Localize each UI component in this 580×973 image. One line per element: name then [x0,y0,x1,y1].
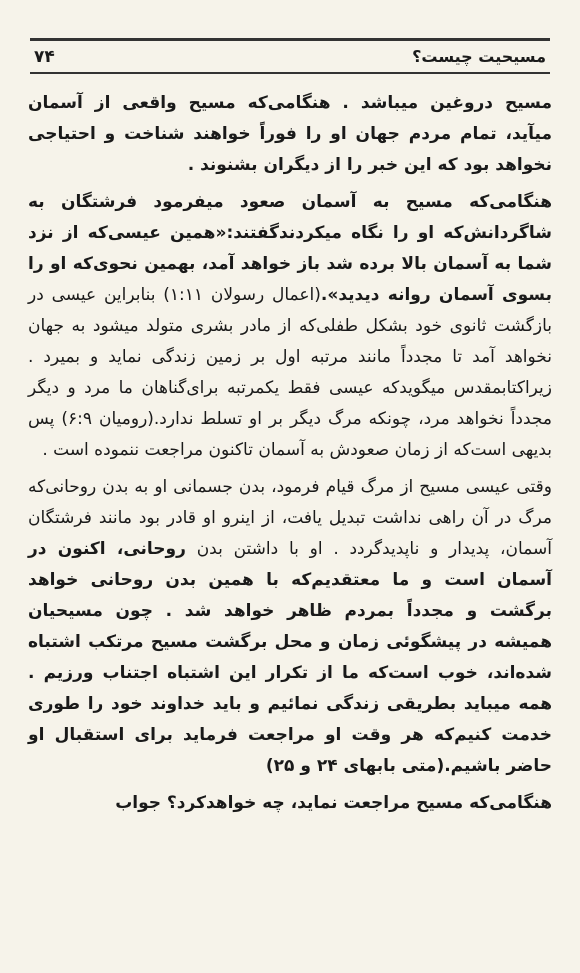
running-title: مسیحیت چیست؟ [412,47,546,66]
paragraph-4: هنگامی‌که مسیح مراجعت نماید، چه خواهدکرد؟ جواب [115,793,552,813]
paragraph-3-tail: روحانی، اکنون در آسمان است و ما معتقدیم‌که با همین بدن روحانی خواهد برگشت و مجدداً بمردم ظاهر خواهد شد . چون مسیحیان همیشه در پیشگوئی زمان و محل برگشت مسیح مرتکب اشتباه شده‌اند، خوب است‌که ما از تکرار این اشتباه اجتناب ورزیم . همه میباید بطریقی زندگی نمائیم و باید خداوند خود را طوری خدمت کنیم‌که هر وقت او مراجعت فرماید برای استقبال او حاضر باشیم.(متی بابهای ۲۴ و ۲۵) [28,539,552,776]
paragraph-2-lead: هنگامی‌که مسیح به آسمان صعود میفرمود فرشتگان به شاگردانش‌که او را نگاه میکردندگفتند:«همین عیسی‌که از نزد شما به آسمان بالا برده شد باز خواهد آمد، بهمین نحوی‌که او را بسوی آسمان روانه دیدید». [28,192,552,305]
page-number: ۷۴ [34,46,55,67]
page-body [28,88,552,819]
paragraph-1: مسیح دروغین میباشد . هنگامی‌که مسیح واقعی از آسمان میآید، تمام مردم جهان او را فوراً خواهند شناخت و احتیاجی نخواهد بود که این خبر را از دیگران بشنوند . [28,93,552,175]
paragraph-2 [28,187,552,466]
paragraph-3-text: وقتی عیسی مسیح از مرگ قیام فرمود، بدن جسمانی او به بدن روحانی‌که مرگ در آن راهی نداشت تبدیل یافت، از اینرو او قادر بود مانند فرشتگان آسمان، پدیدار و ناپدیدگردد . او با داشتن بدن [28,477,552,559]
paragraph-2-text: (اعمال رسولان ۱:۱۱) بنابراین عیسی در بازگشت ثانوی خود بشکل طفلی‌که از مادر بشری متولد میشود به جهان نخواهد آمد تا مجدداً مانند مرتبه اول بر زمین زندگی نماید و بمیرد . زیراکتابمقدس میگوید‌که عیسی فقط یکمرتبه برای‌گناهان ما مرد و دیگر مجدداً نخواهد مرد، چونکه مرگ دیگر بر او تسلط ندارد.(رومیان ۶:۹) پس بدیهی است‌که از زمان صعودش به آسمان تاکنون مراجعت ننموده است . [28,285,552,460]
paragraph-3 [28,472,552,782]
page-header [30,38,550,74]
